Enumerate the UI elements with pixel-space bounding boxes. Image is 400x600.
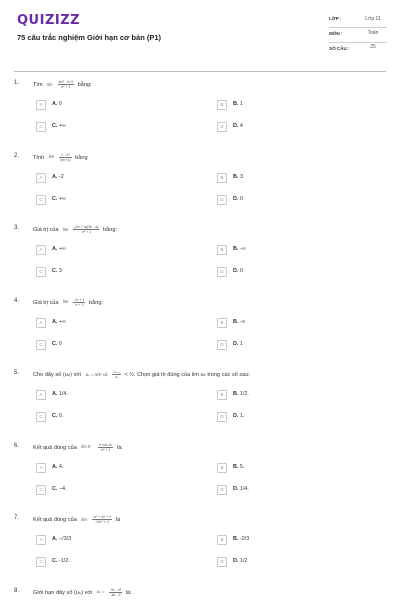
fraction-denominator: uₙ [114, 375, 119, 379]
header-divider [14, 71, 386, 72]
option-key: C. [52, 485, 58, 492]
question-text [33, 298, 103, 307]
option-letter-box: D [217, 122, 227, 132]
option-letter-box: D [217, 485, 227, 495]
fraction-denominator: n² + 1 [61, 85, 71, 89]
question-text [33, 225, 117, 234]
fraction-numerator: n cos 2n [98, 442, 113, 447]
option-value: 0 [57, 101, 62, 107]
math-fraction [112, 370, 120, 379]
option-value: 5. [238, 463, 245, 470]
question-tail: là: [115, 444, 123, 451]
option-key: A. [52, 101, 58, 107]
option-letter-box: B [217, 535, 227, 545]
option-letter-box: A [36, 245, 46, 255]
math-fraction [58, 80, 74, 89]
option-letter-box: C [36, 122, 46, 132]
option-key: D. [233, 195, 239, 202]
option-text [52, 101, 62, 107]
option-key: C. [52, 268, 58, 274]
option-key: A. [52, 391, 58, 397]
option-letter-box: D [217, 557, 227, 567]
option-key: B. [233, 463, 239, 470]
option-letter-box: A [36, 100, 46, 110]
question-number: 6. [14, 442, 20, 449]
option-value: +∞ [57, 123, 66, 129]
option-key: D. [233, 268, 239, 274]
option-letter-box: A [36, 318, 46, 328]
option-value: 4. [57, 463, 64, 470]
option-key: C. [52, 413, 58, 419]
math-fraction [92, 515, 113, 524]
option-key: B. [233, 318, 239, 325]
option-text [233, 536, 249, 542]
option-text [233, 486, 249, 492]
option-text [52, 268, 62, 274]
question-lead: Giá trị của [33, 299, 61, 306]
question-tail: bằng: [87, 299, 104, 306]
option-text [233, 268, 243, 274]
question-lead: Cho dãy số (uₙ) với [33, 371, 83, 378]
option-key: A. [52, 246, 58, 252]
question-lead: Giá trị của [33, 226, 61, 233]
math-expression: uₙ = n/4ⁿ và [85, 371, 108, 377]
option-letter-box: B [217, 390, 227, 400]
question-text [33, 515, 120, 524]
option-value: 1/2. [238, 391, 249, 397]
question-lead: Giới hạn dãy số (uₙ) với [33, 589, 94, 596]
option-value: 0 [238, 268, 243, 274]
fraction-numerator: (2n + a)(3n - a) [74, 225, 99, 229]
question-text [33, 588, 132, 597]
option-value: 1/4. [238, 485, 249, 492]
option-key: B. [233, 391, 239, 397]
option-text [52, 196, 66, 202]
option-value: 1 [238, 101, 243, 107]
question-number: 8. [14, 587, 20, 594]
option-key: B. [233, 101, 239, 107]
option-value: 1. [238, 413, 245, 419]
math-expression: lim 5 - [81, 444, 93, 450]
fraction-numerator: -n² + 2n + 1 [92, 515, 112, 519]
option-key: C. [52, 123, 58, 129]
question-tail: bằng: [101, 226, 118, 233]
math-fraction [59, 153, 72, 162]
option-value: -2 [57, 173, 64, 180]
math-expression: lim [63, 299, 69, 305]
math-fraction [73, 225, 99, 234]
option-value: +∞ [57, 318, 66, 325]
option-text [233, 558, 247, 564]
option-letter-box: D [217, 267, 227, 277]
header [0, 0, 400, 70]
option-text [52, 391, 68, 397]
option-key: D. [233, 413, 239, 419]
quizizz-logo: QUIZIZZ [17, 13, 81, 28]
option-value: -2/3 [238, 536, 250, 542]
option-value: 3 [238, 173, 243, 180]
option-letter-box: A [36, 173, 46, 183]
fraction-denominator: √3n⁴ + 2 [95, 520, 109, 524]
fraction-numerator: √n + 1 [74, 297, 85, 302]
question-number: 3. [14, 225, 20, 231]
option-text [233, 391, 249, 397]
option-text [233, 196, 243, 202]
option-value: -√3/3 [57, 536, 72, 542]
option-letter-box: C [36, 340, 46, 350]
option-value: 1/4. [57, 391, 68, 397]
fraction-denominator: n(n+1) [60, 157, 71, 162]
option-value: 1 [238, 340, 243, 347]
question-lead: Tìm [33, 81, 45, 88]
fraction-denominator: n² + 1 [81, 230, 92, 234]
option-text [52, 536, 71, 542]
fraction-denominator: n² + 1 [100, 447, 111, 452]
option-letter-box: C [36, 412, 46, 422]
question-text [33, 80, 92, 89]
option-key: D. [233, 485, 239, 492]
page-title: 75 câu trắc nghiệm Giới hạn cơ bản (P1) [17, 33, 162, 42]
question-text [33, 370, 250, 379]
option-letter-box: B [217, 318, 227, 328]
option-text [52, 319, 66, 325]
math-fraction [98, 443, 114, 452]
option-value: 0 [238, 195, 243, 202]
math-expression: lim [81, 516, 87, 522]
math-expression: uₙ = [96, 589, 105, 595]
option-text [52, 464, 63, 470]
question-lead: Kết quả đúng của [33, 516, 79, 523]
option-value: -∞ [238, 318, 246, 325]
question-number: 2. [14, 152, 20, 159]
option-key: D. [233, 123, 239, 129]
option-text [52, 413, 63, 419]
fraction-numerator: 3n - n⁴ [110, 587, 122, 592]
question-tail: < ½. Chọn giá trị đúng của lim uₙ trong các số sau: [122, 371, 250, 378]
option-key: A. [52, 536, 58, 542]
option-value: -1/2. [57, 558, 70, 564]
option-key: D. [233, 558, 239, 564]
option-value: +∞ [57, 195, 66, 202]
option-letter-box: C [36, 485, 46, 495]
count-value: 25 [370, 44, 376, 50]
option-letter-box: A [36, 535, 46, 545]
option-text [233, 123, 243, 129]
option-letter-box: C [36, 195, 46, 205]
math-fraction [109, 588, 122, 597]
option-text [52, 246, 66, 252]
question-tail: bằng: [76, 81, 92, 88]
option-key: B. [233, 536, 239, 542]
option-value: +∞ [57, 246, 66, 252]
question-tail: là [114, 516, 121, 523]
option-text [233, 174, 243, 180]
option-value: 1/2 [238, 558, 248, 564]
option-key: A. [52, 318, 58, 325]
option-text [233, 413, 244, 419]
option-text [233, 246, 246, 252]
option-key: C. [52, 340, 58, 347]
option-letter-box: A [36, 463, 46, 473]
subject-value: Toán [367, 30, 379, 36]
meta-values [358, 13, 388, 56]
option-value: −4. [57, 485, 67, 492]
fraction-denominator: 4n - 5 [111, 592, 121, 597]
math-expression: lim [48, 154, 55, 160]
question-number: 4. [14, 297, 20, 304]
option-letter-box: A [36, 390, 46, 400]
option-text [233, 464, 244, 470]
question-number: 1. [14, 80, 20, 86]
option-value: 0 [57, 340, 62, 347]
option-key: B. [233, 246, 239, 252]
question-tail: bằng [73, 154, 88, 161]
question-number: 7. [14, 515, 20, 521]
option-letter-box: C [36, 267, 46, 277]
fraction-numerator: 9n² - n+3 [58, 80, 74, 84]
option-text [52, 174, 64, 180]
option-key: A. [52, 173, 58, 180]
option-value: 0. [57, 413, 64, 419]
option-letter-box: B [217, 100, 227, 110]
option-value: 3 [57, 268, 62, 274]
option-letter-box: D [217, 412, 227, 422]
option-text [233, 319, 246, 325]
option-key: C. [52, 558, 58, 564]
option-key: D. [233, 340, 239, 347]
option-letter-box: D [217, 195, 227, 205]
class-value: Lớp 11 [365, 16, 381, 22]
fraction-denominator: n + 2 [75, 302, 84, 307]
option-text [52, 558, 70, 564]
option-text [52, 341, 62, 347]
option-letter-box: B [217, 173, 227, 183]
option-text [233, 101, 243, 107]
option-key: A. [52, 463, 58, 470]
fraction-numerator: uₙ₊₁ [113, 370, 120, 374]
math-expression: lim [63, 226, 69, 232]
option-value: -∞ [238, 246, 246, 252]
question-tail: là: [124, 589, 132, 596]
class-label: LỚP : [329, 16, 342, 21]
question-text [33, 443, 123, 452]
option-letter-box: D [217, 340, 227, 350]
option-value: 4 [238, 123, 243, 129]
question-text [33, 153, 88, 162]
option-text [52, 486, 67, 492]
option-key: B. [233, 173, 239, 180]
option-key: C. [52, 195, 58, 202]
option-letter-box: B [217, 245, 227, 255]
option-letter-box: B [217, 463, 227, 473]
option-text [233, 341, 243, 347]
question-lead: Kết quả đúng của [33, 444, 79, 451]
fraction-numerator: 1 - n² [59, 153, 72, 158]
question-lead: Tính [33, 154, 46, 161]
math-expression: lim [47, 81, 53, 87]
subject-label: MÔN : [329, 31, 343, 36]
math-fraction [73, 298, 85, 307]
option-letter-box: C [36, 557, 46, 567]
option-text [52, 123, 66, 129]
question-number: 5. [14, 370, 20, 376]
count-label: SỐ CÂU : [329, 46, 350, 51]
